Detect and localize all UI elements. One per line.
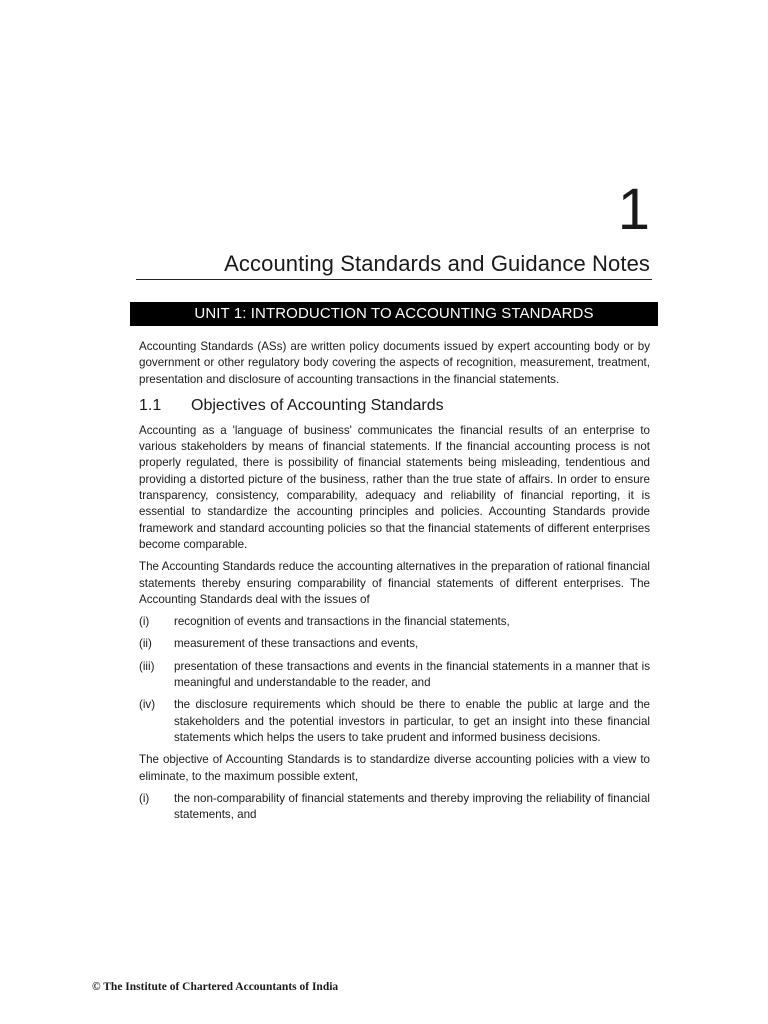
- copyright-footer: © The Institute of Chartered Accountants of India: [92, 981, 339, 993]
- unit-banner: UNIT 1: INTRODUCTION TO ACCOUNTING STANDARDS: [130, 302, 658, 326]
- issues-list: [139, 614, 650, 746]
- list-marker: (iii): [139, 659, 155, 673]
- list-marker: (i): [139, 615, 150, 629]
- list-marker: (i): [139, 791, 150, 805]
- paragraph: Accounting as a 'language of business' communicates the financial results of an enterprise to various stakeholders by means of financial statements. If the financial accounting process is not properly regulated, there is possibility of financial statements being misleading, tendentious and providing a distorted picture of the business, rather than the true state of affairs. In order to ensure transparency, consistency, comparability, adequacy and reliability of financial reporting, it is essential to standardize the accounting principles and policies. Accounting Standards provide framework and standard accounting policies so that the financial statements of different enterprises become comparable.: [139, 423, 650, 551]
- list-marker: (iv): [139, 698, 156, 712]
- list-item: [139, 791, 650, 824]
- section-title: Objectives of Accounting Standards: [191, 396, 444, 414]
- list-item: [139, 659, 650, 692]
- list-item: [139, 636, 650, 652]
- list-marker: (ii): [139, 637, 152, 651]
- paragraph: The Accounting Standards reduce the accounting alternatives in the preparation of rational financial statements thereby ensuring comparability of financial statements of different enterprises. The Accounting Standards deal with the issues of: [139, 560, 650, 606]
- chapter-number: 1: [617, 177, 650, 242]
- list-item: [139, 614, 650, 630]
- list-item-text: the non-comparability of financial statements and thereby improving the reliability of financial statements, and: [174, 791, 650, 822]
- section-heading: [139, 396, 650, 416]
- list-item-text: measurement of these transactions and events,: [174, 637, 419, 651]
- list-item: [139, 697, 650, 746]
- section-number: 1.1: [139, 396, 162, 414]
- objectives-list: [139, 791, 650, 824]
- intro-paragraph: Accounting Standards (ASs) are written policy documents issued by expert accounting body or by government or other regulatory body covering the aspects of recognition, measurement, treatment, presentation and disclosure of accounting transactions in the financial statements.: [139, 340, 650, 386]
- list-item-text: presentation of these transactions and events in the financial statements in a manner that is meaningful and understandable to the reader, and: [174, 659, 650, 690]
- chapter-title: Accounting Standards and Guidance Notes: [224, 251, 650, 276]
- list-item-text: recognition of events and transactions in the financial statements,: [174, 615, 510, 629]
- list-item-text: the disclosure requirements which should be there to enable the public at large and the stakeholders and the potential investors in particular, to get an insight into these financial statements which helps the users to take prudent and informed business decisions.: [174, 698, 650, 744]
- page-body: [139, 339, 650, 829]
- title-divider: [136, 279, 652, 280]
- paragraph: The objective of Accounting Standards is to standardize diverse accounting policies with a view to eliminate, to the maximum possible extent,: [139, 753, 650, 783]
